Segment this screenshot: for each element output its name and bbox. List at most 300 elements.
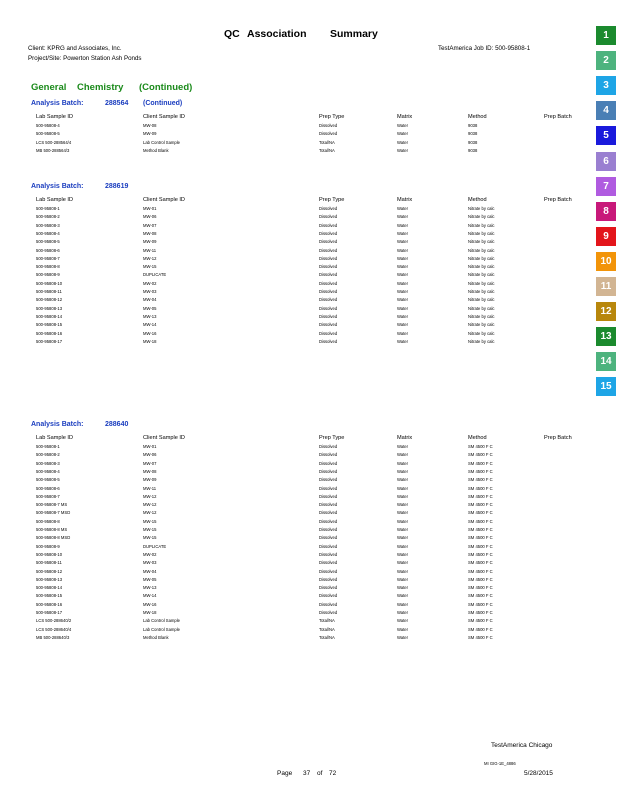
project-site-line: Project/Site: Powerton Station Ash Ponds [28, 55, 142, 62]
table-row [0, 634, 618, 642]
cell-prep-type: Dissolved [319, 485, 338, 491]
cell-method: SM 4500 F C [468, 626, 493, 632]
cell-lab-sample-id: LCS 500-288640/2 [36, 618, 72, 624]
table-row [0, 501, 618, 509]
cell-prep-type: Dissolved [319, 313, 338, 319]
table-row [0, 130, 618, 138]
cell-lab-sample-id: 500-95808-17 [36, 610, 63, 615]
cell-method: Nitrate by calc [468, 255, 495, 261]
cell-client-sample-id: MW-07 [143, 460, 157, 466]
section-tab-10[interactable]: 10 [596, 252, 616, 271]
cell-lab-sample-id: 500-95808-15 [36, 593, 63, 599]
cell-lab-sample-id: 500-95808-2 [36, 452, 60, 458]
section-word-chemistry: Chemistry [77, 82, 124, 93]
cell-prep-type: Total/NA [319, 147, 335, 153]
cell-method: Nitrate by calc [468, 264, 495, 270]
page-total: 72 [329, 770, 337, 777]
table-row [0, 485, 618, 493]
cell-method: SM 4500 F C [468, 502, 493, 508]
cell-prep-type: Dissolved [319, 206, 338, 211]
cell-client-sample-id: MW-11 [143, 247, 157, 253]
cell-matrix: Water [397, 131, 409, 137]
cell-method: SM 4500 F C [468, 485, 493, 491]
cell-method: 9038 [468, 131, 478, 137]
cell-method: Nitrate by calc [468, 330, 495, 336]
cell-prep-type: Total/NA [319, 626, 335, 632]
cell-lab-sample-id: 500-95808-14 [36, 585, 63, 591]
cell-lab-sample-id: 500-95808-8 MSD [36, 535, 71, 541]
cell-lab-sample-id: 500-95808-9 [36, 543, 60, 549]
cell-method: SM 4500 F C [468, 601, 493, 607]
batch-label: Analysis Batch: [31, 421, 84, 428]
section-tab-12[interactable]: 12 [596, 302, 616, 321]
cell-client-sample-id: MW-01 [143, 444, 157, 449]
table-row [0, 626, 618, 634]
cell-client-sample-id: MW-05 [143, 576, 157, 582]
cell-method: SM 4500 F C [468, 618, 493, 624]
cell-method: Nitrate by calc [468, 272, 495, 278]
cell-prep-type: Dissolved [319, 444, 338, 449]
cell-prep-type: Dissolved [319, 601, 338, 607]
section-tab-9[interactable]: 9 [596, 227, 616, 246]
table-row [0, 305, 618, 313]
cell-lab-sample-id: 500-95808-11 [36, 289, 62, 294]
cell-lab-sample-id: 500-95808-6 [36, 485, 60, 491]
cell-lab-sample-id: 500-95808-11 [36, 560, 62, 566]
cell-matrix: Water [397, 230, 409, 236]
cell-matrix: Water [397, 444, 409, 449]
cell-prep-type: Dissolved [319, 305, 338, 311]
cell-matrix: Water [397, 568, 409, 574]
cell-prep-type: Dissolved [319, 247, 338, 253]
cell-lab-sample-id: 500-95808-12 [36, 297, 63, 303]
cell-client-sample-id: MW-08 [143, 230, 157, 236]
cell-lab-sample-id: 500-95808-2 [36, 214, 60, 220]
cell-prep-type: Dissolved [319, 239, 338, 245]
table-row [0, 288, 618, 296]
cell-matrix: Water [397, 593, 409, 599]
cell-prep-type: Dissolved [319, 460, 338, 466]
table-row [0, 460, 618, 468]
cell-lab-sample-id: 500-95808-3 [36, 460, 60, 466]
cell-lab-sample-id: 500-95808-14 [36, 313, 63, 319]
table-row [0, 230, 618, 238]
table-row [0, 493, 618, 501]
cell-matrix: Water [397, 322, 409, 328]
col-header-prep-batch: Prep Batch [544, 435, 572, 441]
col-header-client-sample-id: Client Sample ID [143, 197, 185, 203]
cell-matrix: Water [397, 222, 409, 228]
cell-client-sample-id: MW-13 [143, 585, 157, 591]
cell-method: SM 4500 F C [468, 468, 493, 474]
cell-matrix: Water [397, 214, 409, 220]
cell-matrix: Water [397, 264, 409, 270]
cell-matrix: Water [397, 139, 409, 145]
cell-prep-type: Dissolved [319, 131, 338, 137]
cell-prep-type: Dissolved [319, 576, 338, 582]
cell-prep-type: Total/NA [319, 618, 335, 624]
table-row [0, 568, 618, 576]
cell-method: SM 4500 F C [468, 610, 493, 615]
cell-lab-sample-id: 500-95808-12 [36, 568, 63, 574]
cell-method: Nitrate by calc [468, 338, 495, 344]
cell-matrix: Water [397, 502, 409, 508]
cell-prep-type: Dissolved [319, 214, 338, 220]
cell-client-sample-id: MW-08 [143, 468, 157, 474]
cell-client-sample-id: MW-12 [143, 510, 157, 516]
section-tab-7[interactable]: 7 [596, 177, 616, 196]
cell-matrix: Water [397, 493, 409, 499]
cell-method: Nitrate by calc [468, 289, 495, 294]
table-row [0, 534, 618, 542]
cell-method: SM 4500 F C [468, 477, 493, 483]
cell-client-sample-id: MW-02 [143, 551, 157, 557]
cell-prep-type: Dissolved [319, 510, 338, 516]
page-label: Page [277, 770, 293, 777]
cell-prep-type: Dissolved [319, 280, 338, 286]
cell-client-sample-id: MW-08 [143, 123, 157, 128]
cell-client-sample-id: MW-16 [143, 330, 157, 336]
section-tab-6[interactable]: 6 [596, 152, 616, 171]
cell-matrix: Water [397, 255, 409, 261]
cell-method: SM 4500 F C [468, 535, 493, 541]
cell-matrix: Water [397, 551, 409, 557]
footer-code: MI GIG-1E_4886 [484, 761, 516, 766]
cell-client-sample-id: MW-15 [143, 527, 157, 532]
client-line: Client: KPRG and Associates, Inc. [28, 45, 122, 52]
table-row [0, 592, 618, 600]
cell-client-sample-id: Lab Control Sample [143, 139, 181, 145]
cell-lab-sample-id: LCS 500-288564/4 [36, 139, 72, 145]
batch-number: 288564 [105, 100, 129, 107]
cell-method: Nitrate by calc [468, 239, 495, 245]
cell-client-sample-id: MW-12 [143, 255, 157, 261]
cell-lab-sample-id: 500-95808-16 [36, 330, 63, 336]
cell-lab-sample-id: 500-95808-13 [36, 576, 63, 582]
cell-matrix: Water [397, 452, 409, 458]
cell-prep-type: Dissolved [319, 272, 338, 278]
table-row [0, 330, 618, 338]
cell-lab-sample-id: MB 500-288564/3 [36, 147, 70, 153]
cell-matrix: Water [397, 338, 409, 344]
cell-method: Nitrate by calc [468, 313, 495, 319]
cell-matrix: Water [397, 280, 409, 286]
cell-matrix: Water [397, 468, 409, 474]
cell-method: Nitrate by calc [468, 280, 495, 286]
cell-client-sample-id: DUPLICATE [143, 272, 167, 278]
cell-client-sample-id: MW-18 [143, 610, 157, 615]
cell-matrix: Water [397, 510, 409, 516]
cell-matrix: Water [397, 618, 409, 624]
cell-prep-type: Dissolved [319, 222, 338, 228]
section-tab-3[interactable]: 3 [596, 76, 616, 95]
cell-lab-sample-id: 500-95808-10 [36, 551, 63, 557]
cell-method: SM 4500 F C [468, 560, 493, 566]
cell-prep-type: Dissolved [319, 518, 338, 524]
cell-prep-type: Dissolved [319, 502, 338, 508]
cell-method: Nitrate by calc [468, 230, 495, 236]
cell-lab-sample-id: 500-95808-16 [36, 601, 63, 607]
cell-client-sample-id: MW-09 [143, 131, 157, 137]
cell-method: Nitrate by calc [468, 222, 495, 228]
cell-matrix: Water [397, 576, 409, 582]
cell-prep-type: Dissolved [319, 230, 338, 236]
cell-client-sample-id: MW-09 [143, 477, 157, 483]
cell-matrix: Water [397, 527, 409, 532]
table-row [0, 139, 618, 147]
cell-lab-sample-id: 500-95808-4 [36, 468, 60, 474]
cell-lab-sample-id: 500-95808-5 [36, 477, 60, 483]
cell-matrix: Water [397, 477, 409, 483]
table-row [0, 543, 618, 551]
table-row [0, 321, 618, 329]
cell-matrix: Water [397, 330, 409, 336]
cell-client-sample-id: MW-15 [143, 535, 157, 541]
cell-client-sample-id: MW-12 [143, 493, 157, 499]
section-tab-15[interactable]: 15 [596, 377, 616, 396]
cell-lab-sample-id: 500-95808-8 [36, 518, 60, 524]
cell-lab-sample-id: 500-95808-1 [36, 444, 60, 449]
table-row [0, 617, 618, 625]
section-tab-13[interactable]: 13 [596, 327, 616, 346]
cell-prep-type: Dissolved [319, 560, 338, 566]
cell-matrix: Water [397, 147, 409, 153]
cell-method: 9038 [468, 123, 478, 128]
cell-matrix: Water [397, 272, 409, 278]
cell-method: Nitrate by calc [468, 305, 495, 311]
cell-lab-sample-id: 500-95808-13 [36, 305, 63, 311]
cell-method: SM 4500 F C [468, 460, 493, 466]
cell-client-sample-id: MW-12 [143, 502, 157, 508]
table-row [0, 576, 618, 584]
cell-prep-type: Dissolved [319, 568, 338, 574]
cell-client-sample-id: MW-06 [143, 452, 157, 458]
cell-client-sample-id: MW-02 [143, 280, 157, 286]
cell-matrix: Water [397, 601, 409, 607]
cell-matrix: Water [397, 560, 409, 566]
cell-client-sample-id: Lab Control Sample [143, 626, 181, 632]
section-word-continued: (Continued) [139, 82, 193, 93]
cell-matrix: Water [397, 123, 409, 128]
cell-method: SM 4500 F C [468, 634, 493, 640]
job-id: TestAmerica Job ID: 500-95808-1 [438, 45, 531, 52]
footer-date: 5/28/2015 [524, 770, 553, 777]
footer-company: TestAmerica Chicago [491, 742, 553, 749]
cell-matrix: Water [397, 535, 409, 541]
cell-method: SM 4500 F C [468, 493, 493, 499]
table-row [0, 255, 618, 263]
cell-prep-type: Dissolved [319, 477, 338, 483]
cell-method: SM 4500 F C [468, 568, 493, 574]
cell-method: SM 4500 F C [468, 510, 493, 516]
batch-suffix: (Continued) [143, 100, 183, 107]
cell-lab-sample-id: 500-95808-1 [36, 206, 60, 211]
cell-client-sample-id: Method Blank [143, 147, 169, 153]
cell-method: Nitrate by calc [468, 214, 495, 220]
cell-lab-sample-id: 500-95808-4 [36, 230, 60, 236]
cell-prep-type: Dissolved [319, 264, 338, 270]
col-header-prep-batch: Prep Batch [544, 114, 572, 120]
table-row [0, 601, 618, 609]
cell-client-sample-id: MW-04 [143, 297, 157, 303]
col-header-client-sample-id: Client Sample ID [143, 435, 185, 441]
col-header-matrix: Matrix [397, 114, 413, 120]
cell-lab-sample-id: MB 500-288640/3 [36, 634, 70, 640]
cell-matrix: Water [397, 313, 409, 319]
cell-client-sample-id: MW-15 [143, 264, 157, 270]
cell-lab-sample-id: LCS 500-288640/4 [36, 626, 72, 632]
cell-client-sample-id: MW-01 [143, 206, 157, 211]
cell-prep-type: Dissolved [319, 255, 338, 261]
cell-matrix: Water [397, 585, 409, 591]
col-header-prep-type: Prep Type [319, 435, 345, 441]
table-row [0, 296, 618, 304]
title-word-summary: Summary [330, 28, 378, 40]
cell-prep-type: Dissolved [319, 543, 338, 549]
col-header-lab-sample-id: Lab Sample ID [36, 197, 74, 203]
cell-client-sample-id: Lab Control Sample [143, 618, 181, 624]
batch-number: 288619 [105, 183, 129, 190]
table-row [0, 509, 618, 517]
section-tab-14[interactable]: 14 [596, 352, 616, 371]
table-row [0, 551, 618, 559]
section-tab-8[interactable]: 8 [596, 202, 616, 221]
cell-matrix: Water [397, 247, 409, 253]
table-row [0, 338, 618, 346]
table-row [0, 222, 618, 230]
section-tab-2[interactable]: 2 [596, 51, 616, 70]
cell-lab-sample-id: 500-95808-8 [36, 264, 60, 270]
col-header-lab-sample-id: Lab Sample ID [36, 435, 74, 441]
cell-method: SM 4500 F C [468, 452, 493, 458]
cell-prep-type: Dissolved [319, 585, 338, 591]
cell-matrix: Water [397, 305, 409, 311]
cell-lab-sample-id: 500-95808-7 [36, 255, 60, 261]
cell-client-sample-id: MW-16 [143, 601, 157, 607]
cell-prep-type: Dissolved [319, 468, 338, 474]
cell-method: 9038 [468, 139, 478, 145]
table-row [0, 526, 618, 534]
cell-client-sample-id: MW-06 [143, 214, 157, 220]
cell-prep-type: Total/NA [319, 139, 335, 145]
cell-method: SM 4500 F C [468, 593, 493, 599]
table-row [0, 271, 618, 279]
cell-client-sample-id: MW-14 [143, 593, 157, 599]
cell-matrix: Water [397, 610, 409, 615]
cell-client-sample-id: MW-11 [143, 485, 157, 491]
cell-method: SM 4500 F C [468, 551, 493, 557]
table-row [0, 559, 618, 567]
table-row [0, 518, 618, 526]
cell-client-sample-id: MW-09 [143, 239, 157, 245]
table-row [0, 476, 618, 484]
batch-number: 288640 [105, 421, 129, 428]
cell-lab-sample-id: 500-95808-7 [36, 493, 60, 499]
cell-matrix: Water [397, 634, 409, 640]
cell-lab-sample-id: 500-95808-9 [36, 272, 60, 278]
cell-lab-sample-id: 500-95808-4 [36, 123, 60, 128]
section-tab-5[interactable]: 5 [596, 126, 616, 145]
table-row [0, 313, 618, 321]
cell-matrix: Water [397, 289, 409, 294]
cell-matrix: Water [397, 460, 409, 466]
cell-client-sample-id: MW-05 [143, 305, 157, 311]
table-row [0, 280, 618, 288]
cell-prep-type: Dissolved [319, 551, 338, 557]
cell-method: SM 4500 F C [468, 518, 493, 524]
cell-prep-type: Dissolved [319, 493, 338, 499]
cell-prep-type: Dissolved [319, 610, 338, 615]
cell-lab-sample-id: 500-95808-7 MS [36, 502, 68, 508]
cell-matrix: Water [397, 239, 409, 245]
cell-lab-sample-id: 500-95808-15 [36, 322, 63, 328]
cell-lab-sample-id: 500-95808-8 MS [36, 527, 68, 532]
cell-matrix: Water [397, 485, 409, 491]
col-header-method: Method [468, 197, 487, 203]
title-word-qc: QC [224, 28, 240, 40]
title-word-association: Association [247, 28, 307, 40]
col-header-client-sample-id: Client Sample ID [143, 114, 185, 120]
cell-client-sample-id: MW-18 [143, 338, 157, 344]
cell-prep-type: Dissolved [319, 535, 338, 541]
col-header-matrix: Matrix [397, 435, 413, 441]
table-row [0, 263, 618, 271]
section-tab-1[interactable]: 1 [596, 26, 616, 45]
table-row [0, 122, 618, 130]
cell-client-sample-id: MW-14 [143, 322, 157, 328]
table-row [0, 443, 618, 451]
cell-prep-type: Dissolved [319, 123, 338, 128]
table-row [0, 247, 618, 255]
batch-label: Analysis Batch: [31, 100, 84, 107]
cell-prep-type: Dissolved [319, 452, 338, 458]
cell-prep-type: Dissolved [319, 338, 338, 344]
col-header-method: Method [468, 435, 487, 441]
page-number: 37 [303, 770, 311, 777]
cell-lab-sample-id: 500-95808-3 [36, 222, 60, 228]
cell-prep-type: Dissolved [319, 593, 338, 599]
table-row [0, 238, 618, 246]
cell-lab-sample-id: 500-95808-5 [36, 239, 60, 245]
col-header-method: Method [468, 114, 487, 120]
col-header-prep-type: Prep Type [319, 114, 345, 120]
col-header-prep-batch: Prep Batch [544, 197, 572, 203]
cell-prep-type: Dissolved [319, 297, 338, 303]
cell-method: Nitrate by calc [468, 297, 495, 303]
cell-matrix: Water [397, 543, 409, 549]
batch-label: Analysis Batch: [31, 183, 84, 190]
cell-prep-type: Dissolved [319, 527, 338, 532]
section-word-general: General [31, 82, 67, 93]
cell-prep-type: Dissolved [319, 330, 338, 336]
table-row [0, 609, 618, 617]
col-header-lab-sample-id: Lab Sample ID [36, 114, 74, 120]
cell-matrix: Water [397, 518, 409, 524]
section-tab-11[interactable]: 11 [596, 277, 616, 296]
section-tab-4[interactable]: 4 [596, 101, 616, 120]
cell-method: SM 4500 F C [468, 585, 493, 591]
table-row [0, 584, 618, 592]
table-row [0, 213, 618, 221]
cell-lab-sample-id: 500-95808-5 [36, 131, 60, 137]
cell-lab-sample-id: 500-95808-7 MSD [36, 510, 71, 516]
cell-client-sample-id: MW-13 [143, 313, 157, 319]
cell-matrix: Water [397, 206, 409, 211]
table-row [0, 468, 618, 476]
col-header-prep-type: Prep Type [319, 197, 345, 203]
col-header-matrix: Matrix [397, 197, 413, 203]
cell-prep-type: Dissolved [319, 322, 338, 328]
